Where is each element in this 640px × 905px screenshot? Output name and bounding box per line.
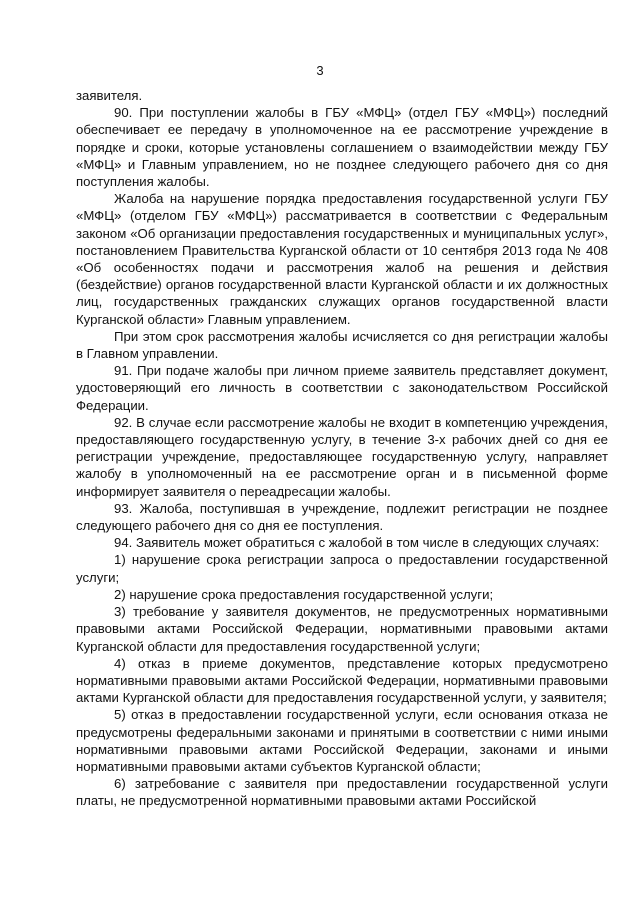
paragraph-item-91: 91. При подаче жалобы при личном приеме заявитель представляет документ, удостоверяющий его личность в соответствии с законодательством Российской Федерации.: [76, 363, 608, 413]
page-number: 3: [316, 63, 324, 78]
list-item-1: 1) нарушение срока регистрации запроса о предоставлении государственной услуги;: [76, 552, 608, 585]
paragraph-item-90: 90. При поступлении жалобы в ГБУ «МФЦ» (отдел ГБУ «МФЦ») последний обеспечивает ее передачу в уполномоченное на ее рассмотрение учреждение в порядке и сроки, которые установлены соглашением о взаимодействии между ГБУ «МФЦ» и Главным управлением, но не позднее следующего рабочего дня со дня поступления жалобы.: [76, 105, 608, 190]
paragraph-review-term: При этом срок рассмотрения жалобы исчисляется со дня регистрации жалобы в Главном управлении.: [76, 328, 608, 362]
paragraph-item-94: 94. Заявитель может обратиться с жалобой в том числе в следующих случаях:: [114, 535, 600, 551]
paragraph-item-93: 93. Жалоба, поступившая в учреждение, подлежит регистрации не позднее следующего рабочего дня со дня ее поступления.: [76, 500, 608, 534]
paragraph-item-92: 92. В случае если рассмотрение жалобы не входит в компетенцию учреждения, предоставляющего государственную услугу, в течение 3-х рабочих дней со дня ее регистрации учреждение, предоставляющее государственную услугу, направляет жалобу в уполномоченный на ее рассмотрение орган и в письменной форме информирует заявителя о переадресации жалобы.: [76, 414, 608, 499]
paragraph-continuation: заявителя.: [76, 88, 143, 103]
document-body: [76, 87, 608, 810]
list-item-5: 5) отказ в предоставлении государственной услуги, если основания отказа не предусмотрены федеральными законами и принятыми в соответствии с ними иными нормативными правовыми актами Российской Федерации, законами и иными нормативными правовыми актами субъектов Курганской области;: [76, 707, 608, 774]
list-item-2: 2) нарушение срока предоставления государственной услуги;: [114, 586, 494, 602]
list-item-6: 6) затребование с заявителя при предоставлении государственной услуги платы, не предусмотренной нормативными правовыми актами Российской: [76, 776, 608, 809]
list-item-3: 3) требование у заявителя документов, не предусмотренных нормативными правовыми актами Российской Федерации, нормативными правовыми актами Курганской области для предоставления государственной услуги;: [76, 604, 608, 654]
list-item-4: 4) отказ в приеме документов, представление которых предусмотрено нормативными правовыми актами Российской Федерации, нормативными правовыми актами Курганской области для предоставления государственной услуги, у заявителя;: [76, 655, 608, 706]
paragraph-complaint-mfc: Жалоба на нарушение порядка предоставления государственной услуги ГБУ «МФЦ» (отделом ГБУ «МФЦ») рассматривается в соответствии с Федеральным законом «Об организации предоставления государственных и муниципальных услуг», постановлением Правительства Курганской области от 10 сентября 2013 года № 408 «Об особенностях подачи и рассмотрения жалоб на решения и действия (бездействие) органов государственной власти Курганской области и их должностных лиц, государственных гражданских служащих органов государственной власти Курганской области» Главным управлением.: [76, 191, 608, 327]
